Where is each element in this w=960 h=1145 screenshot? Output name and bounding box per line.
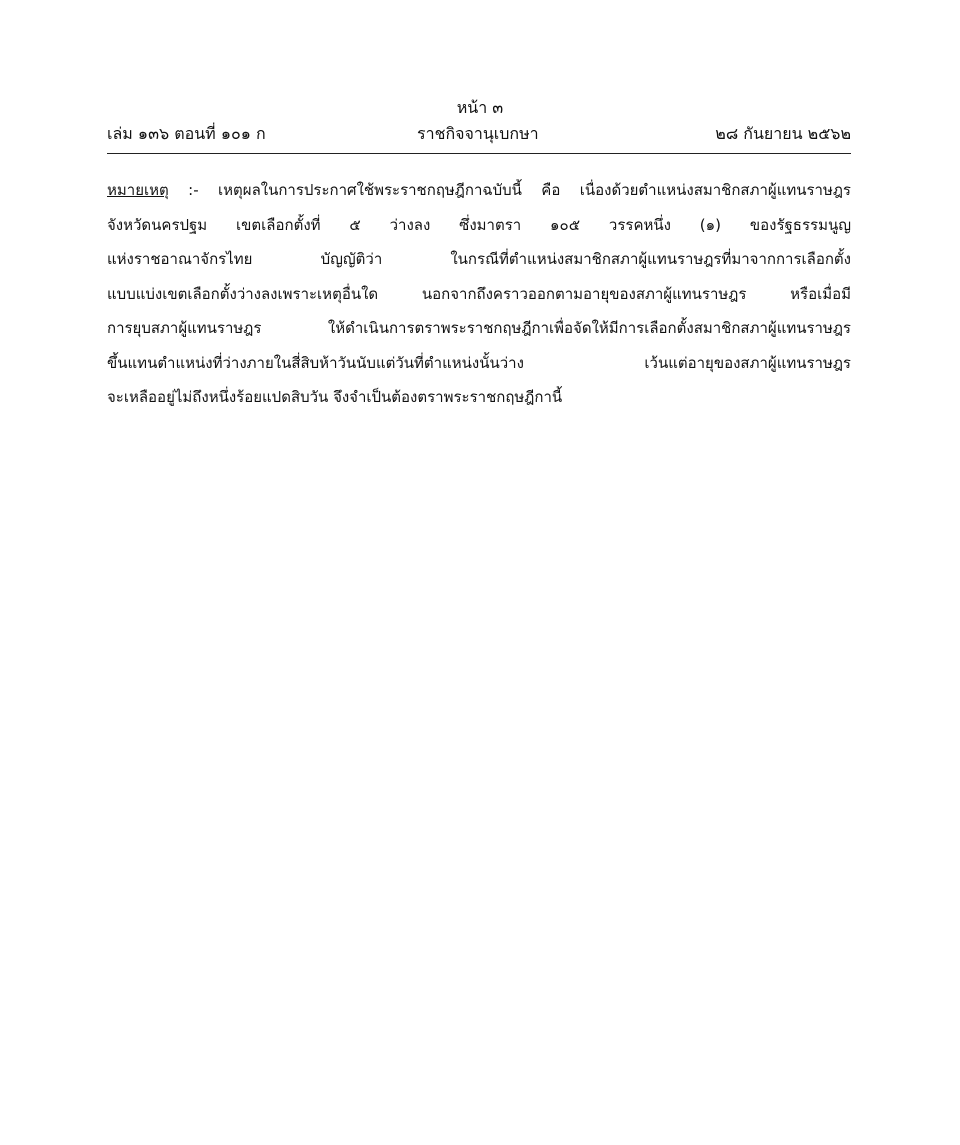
gazette-header: [107, 122, 851, 152]
publication-date: ๒๘ กันยายน ๒๕๖๒: [715, 124, 851, 143]
volume-issue: เล่ม ๑๓๖ ตอนที่ ๑๐๑ ก: [107, 124, 266, 143]
remark-text: :- เหตุผลในการประกาศใช้พระราชกฤษฎีกาฉบับนี้ คือ เนื่องด้วยตำแหน่งสมาชิกสภาผู้แทนราษฎร: [168, 181, 851, 199]
remark-line: จะเหลืออยู่ไม่ถึงหนึ่งร้อยแปดสิบวัน จึงจำเป็นต้องตราพระราชกฤษฎีกานี้: [107, 388, 563, 406]
page-number: หน้า ๓: [456, 98, 504, 117]
remark-label: หมายเหตุ: [107, 181, 169, 199]
remark-line: การยุบสภาผู้แทนราษฎร ให้ดำเนินการตราพระราชกฤษฎีกาเพื่อจัดให้มีการเลือกตั้งสมาชิกสภาผู้แทนราษฎร: [107, 319, 851, 337]
remark-section: [107, 176, 851, 418]
remark-line: [107, 176, 851, 211]
remark-line: แบบแบ่งเขตเลือกตั้งว่างลงเพราะเหตุอื่นใด นอกจากถึงคราวออกตามอายุของสภาผู้แทนราษฎร หรือเมื่อมี: [107, 284, 851, 303]
remark-line: ขึ้นแทนตำแหน่งที่ว่างภายในสี่สิบห้าวันนับแต่วันที่ตำแหน่งนั้นว่าง เว้นแต่อายุของสภาผู้แทนราษฎร: [107, 353, 851, 372]
remark-line: แห่งราชอาณาจักรไทย บัญญัติว่า ในกรณีที่ตำแหน่งสมาชิกสภาผู้แทนราษฎรที่มาจากการเลือกตั้ง: [107, 250, 851, 268]
header-divider: [107, 153, 851, 154]
publication-title: ราชกิจจานุเบกษา: [417, 124, 539, 143]
remark-line: จังหวัดนครปฐม เขตเลือกตั้งที่ ๕ ว่างลง ซึ่งมาตรา ๑๐๕ วรรคหนึ่ง (๑) ของรัฐธรรมนูญ: [107, 215, 851, 234]
